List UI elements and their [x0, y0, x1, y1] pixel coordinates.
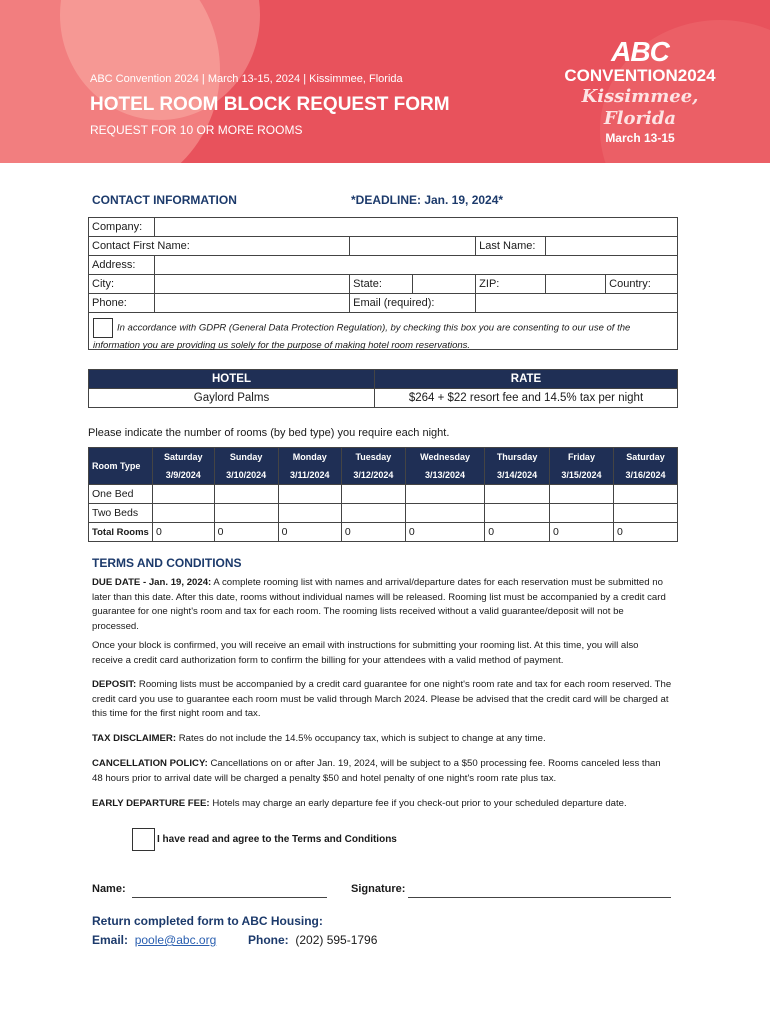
- address-label: Address:: [89, 256, 155, 275]
- room-type-header: Room Type: [89, 448, 153, 485]
- total-rooms-label: Total Rooms: [89, 523, 153, 542]
- day-header: [405, 448, 484, 485]
- zip-label: ZIP:: [476, 275, 546, 294]
- agree-text: I have read and agree to the Terms and Conditions: [157, 834, 397, 846]
- day-name: Sunday: [229, 452, 263, 462]
- two-beds-input[interactable]: [549, 504, 613, 523]
- day-name: Friday: [567, 452, 595, 462]
- one-bed-input[interactable]: [405, 485, 484, 504]
- hotel-rate: $264 + $22 resort fee and 14.5% tax per night: [375, 389, 678, 408]
- day-date: 3/13/2024: [425, 470, 466, 480]
- due-date-text: A complete rooming list with names and arrival/departure dates for each reservation must be submitted no later than this date. After this date, rooms without individual names will be released. Rooming list must be accompanied by a credit card guarantee for one night's room and tax for each room. The rooming lists received without a valid guarantee/deposit will not be processed.: [92, 577, 666, 632]
- phone-label: Phone:: [89, 294, 155, 313]
- day-date: 3/15/2024: [561, 470, 602, 480]
- total-value: 0: [278, 523, 341, 542]
- address-field[interactable]: [155, 256, 678, 275]
- event-subtitle: ABC Convention 2024 | March 13-15, 2024 | Kissimmee, Florida: [90, 73, 403, 85]
- deposit-label: DEPOSIT:: [92, 679, 137, 690]
- tax-label: TAX DISCLAIMER:: [92, 733, 177, 744]
- day-name: Wednesday: [420, 452, 470, 462]
- convention-logo: [555, 38, 725, 146]
- day-header: [485, 448, 550, 485]
- rooms-table: [88, 447, 678, 542]
- two-beds-input[interactable]: [613, 504, 677, 523]
- day-header: [549, 448, 613, 485]
- state-label: State:: [350, 275, 413, 294]
- early-departure-label: EARLY DEPARTURE FEE:: [92, 798, 210, 809]
- two-beds-input[interactable]: [341, 504, 405, 523]
- deposit-paragraph: [92, 678, 672, 722]
- day-date: 3/11/2024: [289, 470, 330, 480]
- first-name-label: Contact First Name:: [89, 237, 350, 256]
- total-value: 0: [153, 523, 215, 542]
- zip-field[interactable]: [546, 275, 606, 294]
- day-date: 3/12/2024: [353, 470, 394, 480]
- cancellation-label: CANCELLATION POLICY:: [92, 758, 208, 769]
- one-bed-input[interactable]: [485, 485, 550, 504]
- day-date: 3/16/2024: [625, 470, 666, 480]
- header-banner: [0, 0, 770, 163]
- tax-paragraph: [92, 732, 672, 747]
- email-label: Email (required):: [350, 294, 476, 313]
- hotel-column-header: HOTEL: [89, 370, 375, 389]
- two-beds-label: Two Beds: [89, 504, 153, 523]
- email-field[interactable]: [476, 294, 678, 313]
- phone-contact-label: Phone:: [248, 933, 289, 947]
- cancellation-paragraph: [92, 757, 672, 786]
- city-field[interactable]: [155, 275, 350, 294]
- day-header: [153, 448, 215, 485]
- day-header: [214, 448, 278, 485]
- form-title: HOTEL ROOM BLOCK REQUEST FORM: [90, 94, 450, 115]
- name-label: Name:: [92, 883, 126, 895]
- total-value: 0: [613, 523, 677, 542]
- rate-column-header: RATE: [375, 370, 678, 389]
- company-field[interactable]: [155, 218, 678, 237]
- email-contact: [92, 933, 216, 947]
- name-field[interactable]: [132, 897, 327, 898]
- logo-convention: CONVENTION2024: [564, 66, 716, 85]
- contact-heading: CONTACT INFORMATION: [92, 193, 237, 207]
- due-date-paragraph: [92, 576, 672, 634]
- day-name: Saturday: [164, 452, 203, 462]
- two-beds-input[interactable]: [405, 504, 484, 523]
- confirm-text: Once your block is confirmed, you will receive an email with instructions for submitting your rooming list. At this time, you will also receive a credit card authorization form to confirm the billing for your attendees with a valid method of payment.: [92, 640, 639, 666]
- one-bed-input[interactable]: [341, 485, 405, 504]
- one-bed-input[interactable]: [278, 485, 341, 504]
- two-beds-input[interactable]: [278, 504, 341, 523]
- city-label: City:: [89, 275, 155, 294]
- day-name: Saturday: [626, 452, 665, 462]
- due-date-label: DUE DATE - Jan. 19, 2024:: [92, 577, 212, 588]
- total-value: 0: [341, 523, 405, 542]
- rooms-note: REQUEST FOR 10 OR MORE ROOMS: [90, 123, 303, 137]
- two-beds-input[interactable]: [485, 504, 550, 523]
- day-date: 3/10/2024: [226, 470, 267, 480]
- logo-dates: March 13-15: [605, 131, 675, 145]
- total-value: 0: [549, 523, 613, 542]
- hotel-table: [88, 369, 678, 408]
- email-contact-label: Email:: [92, 933, 129, 947]
- phone-number: (202) 595-1796: [295, 933, 378, 947]
- signature-label: Signature:: [351, 883, 406, 895]
- contact-table: [88, 217, 678, 313]
- one-bed-label: One Bed: [89, 485, 153, 504]
- early-departure-text: Hotels may charge an early departure fee if you check-out prior to your scheduled departure date.: [212, 798, 627, 809]
- total-value: 0: [485, 523, 550, 542]
- one-bed-input[interactable]: [153, 485, 215, 504]
- logo-abc: ABC: [611, 36, 669, 67]
- terms-heading: TERMS AND CONDITIONS: [92, 556, 242, 570]
- one-bed-input[interactable]: [613, 485, 677, 504]
- cancellation-text: Cancellations on or after Jan. 19, 2024, will be subject to a $50 processing fee. Rooms canceled less than 48 hours prior to arrival date will be charged a penalty $50 and hotel penalty of one night's room rate plus tax.: [92, 758, 661, 784]
- gdpr-checkbox[interactable]: [93, 318, 113, 338]
- rooms-instructions: Please indicate the number of rooms (by bed type) you require each night.: [88, 427, 450, 439]
- deposit-text: Rooming lists must be accompanied by a credit card guarantee for one night's room rate and tax for each room reserved. The credit card you use to guarantee each room must be valid through March 2024. Please be advised that the credit card will be charged at this time for the first night room and tax.: [92, 679, 672, 719]
- deadline-text: *DEADLINE: Jan. 19, 2024*: [351, 193, 504, 207]
- tax-text: Rates do not include the 14.5% occupancy tax, which is subject to change at any time.: [178, 733, 546, 744]
- agree-row: [132, 828, 397, 851]
- country-field[interactable]: [606, 275, 678, 294]
- last-name-field[interactable]: [546, 237, 678, 256]
- company-label: Company:: [89, 218, 155, 237]
- day-name: Tuesday: [355, 452, 392, 462]
- day-name: Monday: [292, 452, 327, 462]
- state-field[interactable]: [413, 275, 476, 294]
- country-label: Country:: [609, 278, 651, 290]
- day-date: 3/14/2024: [497, 470, 538, 480]
- first-name-field[interactable]: [350, 237, 476, 256]
- total-value: 0: [405, 523, 484, 542]
- return-instructions: Return completed form to ABC Housing:: [92, 914, 323, 928]
- phone-contact: [248, 933, 377, 947]
- last-name-label: Last Name:: [476, 237, 546, 256]
- day-header: [613, 448, 677, 485]
- hotel-name: Gaylord Palms: [89, 389, 375, 408]
- confirm-paragraph: [92, 639, 672, 668]
- total-value: 0: [214, 523, 278, 542]
- logo-city: Kissimmee, Florida: [581, 86, 699, 129]
- day-header: [278, 448, 341, 485]
- one-bed-input[interactable]: [549, 485, 613, 504]
- early-departure-paragraph: [92, 797, 672, 812]
- phone-field[interactable]: [155, 294, 350, 313]
- day-name: Thursday: [496, 452, 538, 462]
- two-beds-input[interactable]: [214, 504, 278, 523]
- day-header: [341, 448, 405, 485]
- signature-field[interactable]: [408, 897, 671, 898]
- gdpr-consent: [88, 312, 678, 350]
- email-link[interactable]: poole@abc.org: [134, 933, 217, 947]
- gdpr-text: In accordance with GDPR (General Data Protection Regulation), by checking this box you are consenting to our use of the information you are providing us solely for the purpose of making hotel room reservations.: [93, 322, 631, 351]
- one-bed-input[interactable]: [214, 485, 278, 504]
- agree-checkbox[interactable]: [132, 828, 155, 851]
- day-date: 3/9/2024: [165, 470, 201, 480]
- two-beds-input[interactable]: [153, 504, 215, 523]
